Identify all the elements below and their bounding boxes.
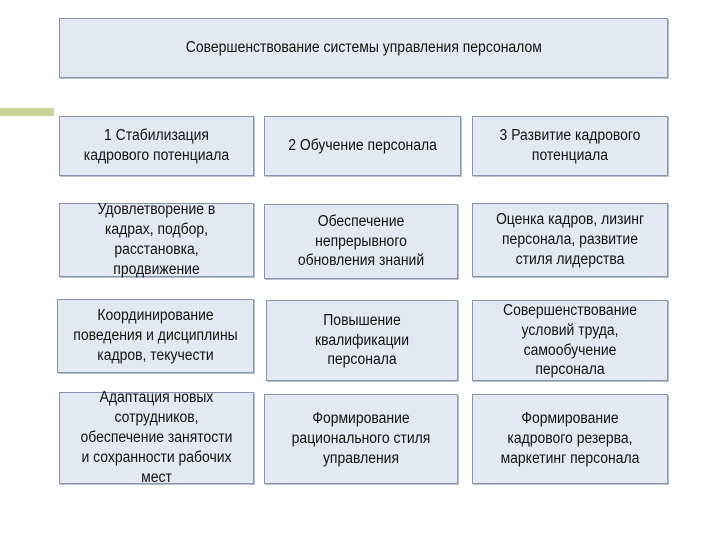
column-1-item-1: Удовлетворение в кадрах, подбор, расстановка, продвижение: [97, 201, 216, 278]
accent-bar: [0, 108, 54, 116]
column-2-item-3-box: [264, 394, 458, 484]
diagram-title-box: [59, 18, 668, 78]
column-3-item-2-box: [472, 300, 668, 381]
column-3-item-3-box: [472, 394, 668, 484]
column-1-item-2-box: [57, 299, 254, 373]
column-3-item-2: Совершенствование условий труда, самообучение персонала: [503, 301, 637, 379]
column-1-header: 1 Стабилизация кадрового потенциала: [83, 127, 230, 164]
column-3-item-1-box: [472, 203, 668, 277]
column-2-item-1-box: [264, 204, 458, 279]
column-2-item-3: Формирование рационального стиля управления: [291, 410, 431, 467]
column-2-item-1: Обеспечение непрерывного обновления знаний: [297, 212, 425, 270]
column-3-header-box: [472, 116, 668, 176]
column-2-header: 2 Обучение персонала: [288, 137, 437, 155]
diagram-title: Совершенствование системы управления персоналом: [185, 39, 542, 57]
column-2-header-box: [264, 116, 461, 176]
column-1-item-3: Адаптация новых сотрудников, обеспечение занятости и сохранности рабочих мест: [80, 389, 233, 486]
column-1-item-2: Координирование поведения и дисциплины кадров, текучести: [73, 307, 238, 364]
column-2-item-2: Повышение квалификации персонала: [314, 311, 410, 369]
column-3-item-1: Оценка кадров, лизинг персонала, развитие стиля лидерства: [495, 211, 645, 268]
column-3-item-3: Формирование кадрового резерва, маркетинг персонала: [500, 410, 640, 467]
column-1-item-3-box: [59, 389, 254, 486]
column-1-header-box: [59, 116, 254, 176]
column-3-header: 3 Развитие кадрового потенциала: [499, 127, 641, 164]
column-1-item-1-box: [59, 203, 254, 277]
column-2-item-2-box: [266, 300, 458, 381]
